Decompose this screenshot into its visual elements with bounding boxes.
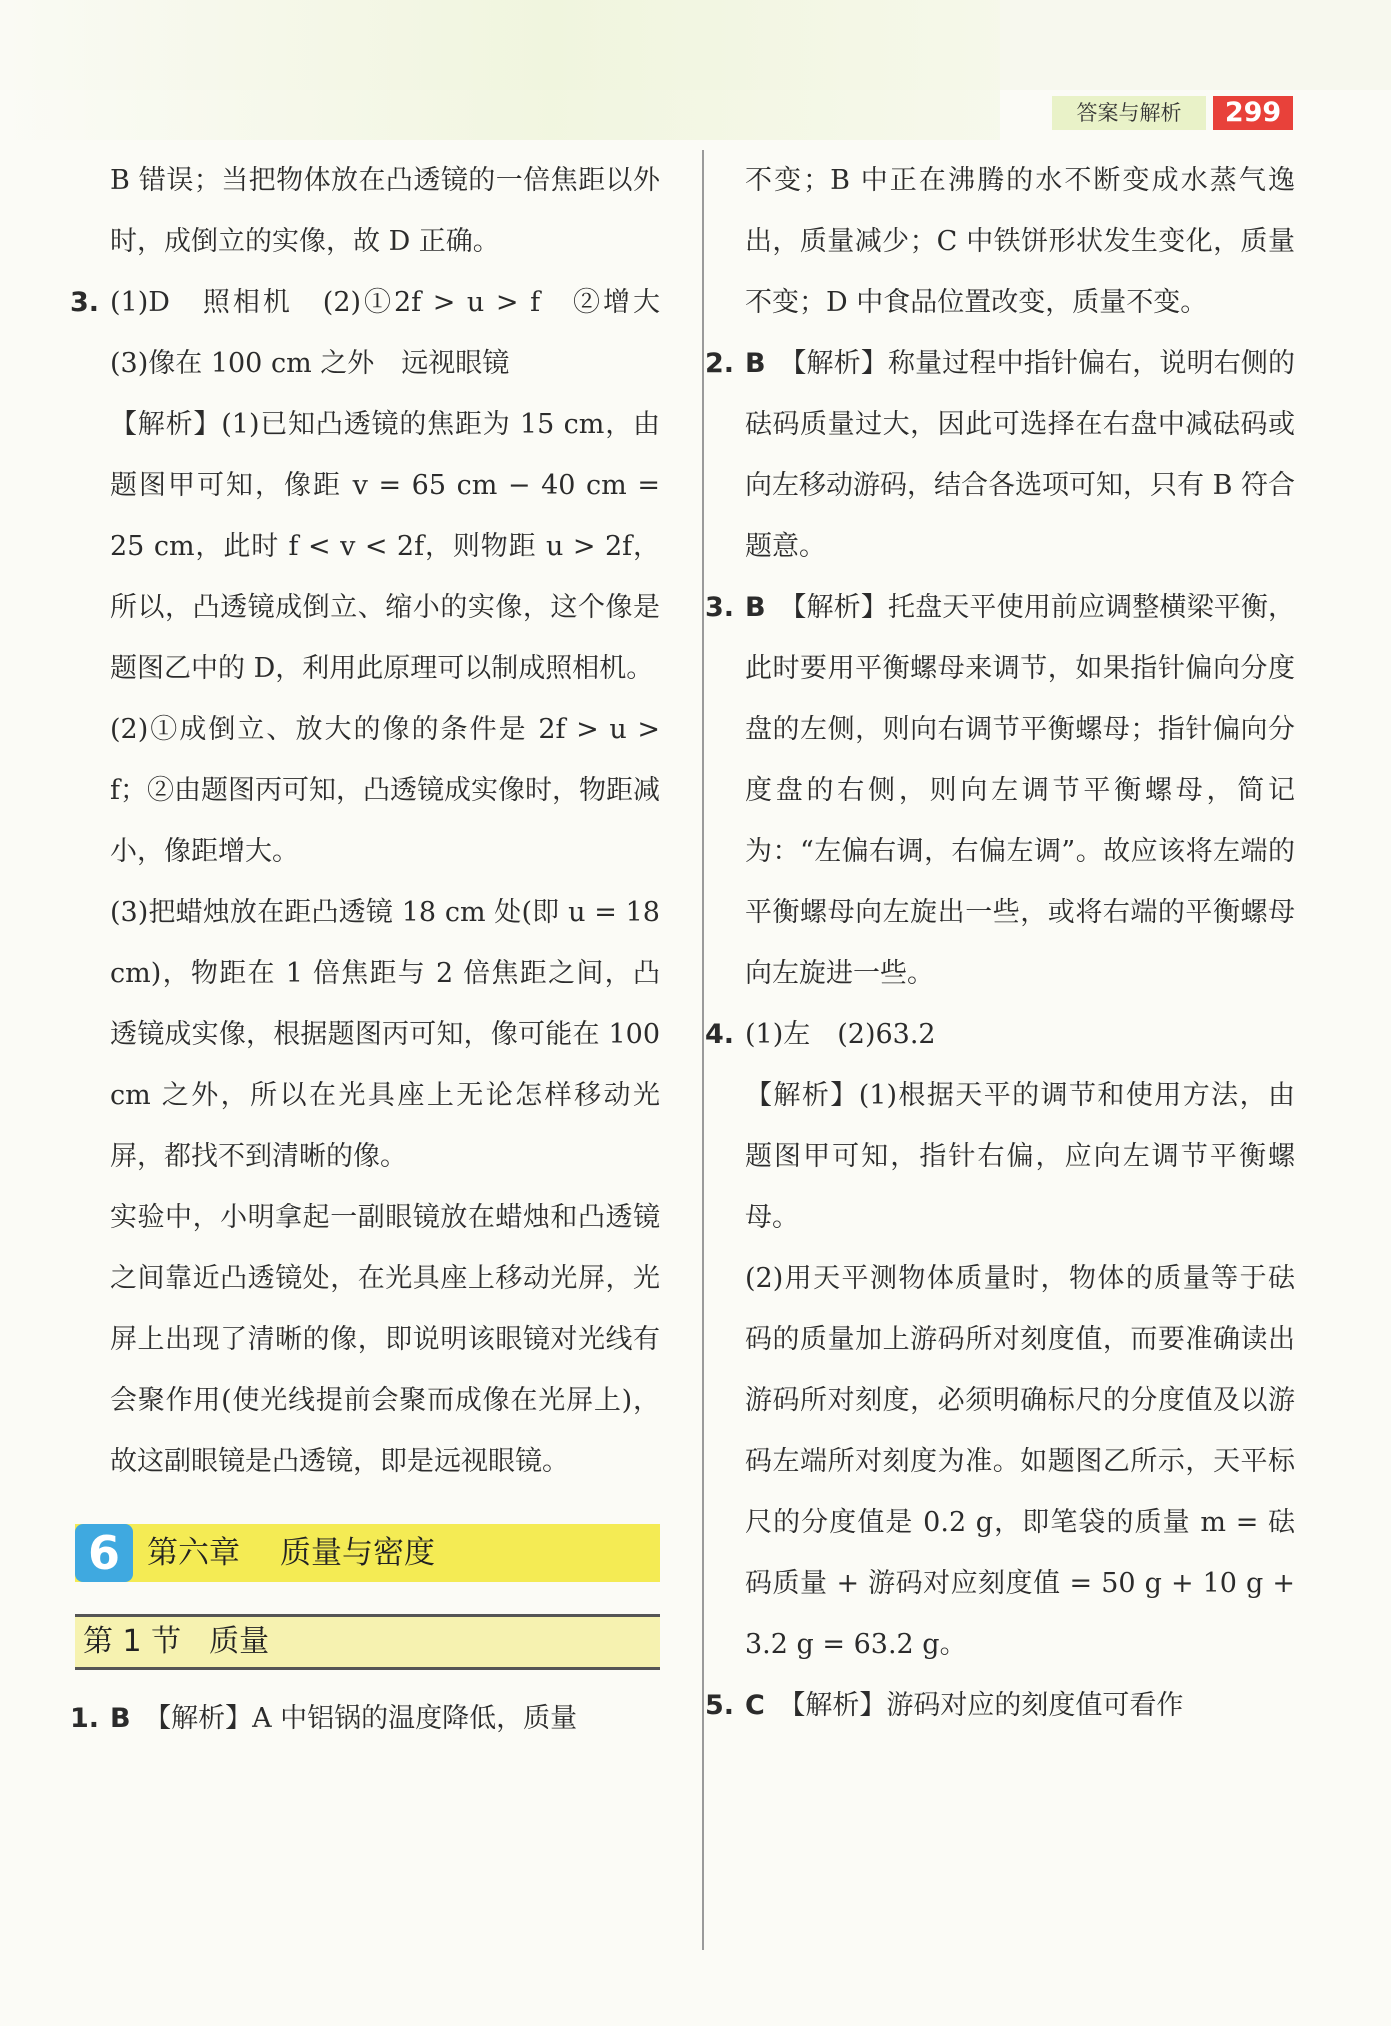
answer-item-4 [705,1004,1295,1065]
analysis-tag: 【解析】 [157,1703,253,1734]
answer-letter: B [745,592,766,623]
right-column [705,150,1296,1736]
analysis-paragraph-1: 【解析】(1)根据天平的调节和使用方法，由题图甲可知，指针右偏，应向左调节平衡螺母。 [745,1080,1296,1233]
analysis-tag: 【解析】 [110,409,222,440]
right-continuation-text: 不变；B 中正在沸腾的水不断变成水蒸气逸出，质量减少；C 中铁饼形状发生变化，质量不变；D 中食品位置改变，质量不变。 [745,165,1295,318]
item-number: 4. [705,1019,735,1050]
chapter-title: 第六章 质量与密度 [147,1535,435,1571]
chapter-heading [75,1524,660,1582]
analysis-paragraph-1: 【解析】(1)已知凸透镜的焦距为 15 cm，由题图甲可知，像距 v = 65 cm − 40 cm = 25 cm，此时 f < v < 2f，则物距 u > 2f，所以，凸透镜成倒立、缩小的实像，这个像是题图乙中的 D，利用此原理可以制成照相机。 [110,409,661,684]
analysis-text: 称量过程中指针偏右，说明右侧的砝码质量过大，因此可选择在右盘中减砝码或向左移动游码，结合各选项可知，只有 B 符合题意。 [745,348,1296,562]
answer-item-5 [705,1675,1295,1736]
analysis-text: A 中铝锅的温度降低，质量 [252,1703,578,1734]
answer-text: (1)D 照相机 (2)①2f > u > f ②增大 (3)像在 100 cm 之外 远视眼镜 [110,287,687,379]
left-intro-text: B 错误；当把物体放在凸透镜的一倍焦距以外时，成倒立的实像，故 D 正确。 [110,165,660,257]
analysis-paragraph-2: (2)①成倒立、放大的像的条件是 2f > u > f；②由题图丙可知，凸透镜成实像时，物距减小，像距增大。 [110,714,660,867]
answer-letter: C [745,1690,765,1721]
answer-item-3 [70,272,687,394]
top-decoration [0,0,1391,90]
item-number: 3. [70,287,100,318]
answer-text: (1)左 (2)63.2 [745,1019,936,1050]
column-divider [702,150,704,1950]
analysis-tag: 【解析】 [791,1690,887,1721]
analysis-text: 游码对应的刻度值可看作 [886,1690,1184,1721]
section-title: 第 1 节 质量 [83,1624,270,1659]
analysis-text: 托盘天平使用前应调整横梁平衡，此时要用平衡螺母来调节，如果指针偏向分度盘的左侧，则向右调节平衡螺母；指针偏向分度盘的右侧，则向左调节平衡螺母，简记为：“左偏右调，右偏左调”。故应该将左端的平衡螺母向左旋出一些，或将右端的平衡螺母向左旋进一些。 [745,592,1296,989]
answer-letter: B [745,348,766,379]
item-number: 1. [70,1703,100,1734]
analysis-paragraph-4: 实验中，小明拿起一副眼镜放在蜡烛和凸透镜之间靠近凸透镜处，在光具座上移动光屏，光屏上出现了清晰的像，即说明该眼镜对光线有会聚作用(使光线提前会聚而成像在光屏上)，故这副眼镜是凸透镜，即是远视眼镜。 [110,1202,660,1477]
item-number: 5. [705,1690,735,1721]
answer-item-1 [70,1688,660,1749]
header-label: 答案与解析 [1052,96,1206,130]
left-column [70,150,687,1749]
item-number: 3. [705,592,735,623]
analysis-tag: 【解析】 [792,348,888,379]
analysis-tag: 【解析】 [792,592,888,623]
page-number: 299 [1213,96,1293,130]
answer-item-2 [705,333,1296,577]
answer-letter: B [110,1703,131,1734]
analysis-paragraph-3: (3)把蜡烛放在距凸透镜 18 cm 处(即 u = 18 cm)，物距在 1 倍焦距与 2 倍焦距之间，凸透镜成实像，根据题图丙可知，像可能在 100 cm 之外，所以在光具座上无论怎样移动光屏，都找不到清晰的像。 [110,897,660,1172]
answer-item-3-right [705,577,1296,1004]
section-heading [75,1614,660,1670]
item-number: 2. [705,348,735,379]
analysis-tag: 【解析】 [745,1080,859,1111]
chapter-badge: 6 [75,1524,133,1582]
analysis-paragraph-2: (2)用天平测物体质量时，物体的质量等于砝码的质量加上游码所对刻度值，而要准确读出游码所对刻度，必须明确标尺的分度值及以游码左端所对刻度为准。如题图乙所示，天平标尺的分度值是 0.2 g，即笔袋的质量 m = 砝码质量 + 游码对应刻度值 = 50 g + 10 g + 3.2 g = 63.2 g。 [745,1263,1295,1660]
